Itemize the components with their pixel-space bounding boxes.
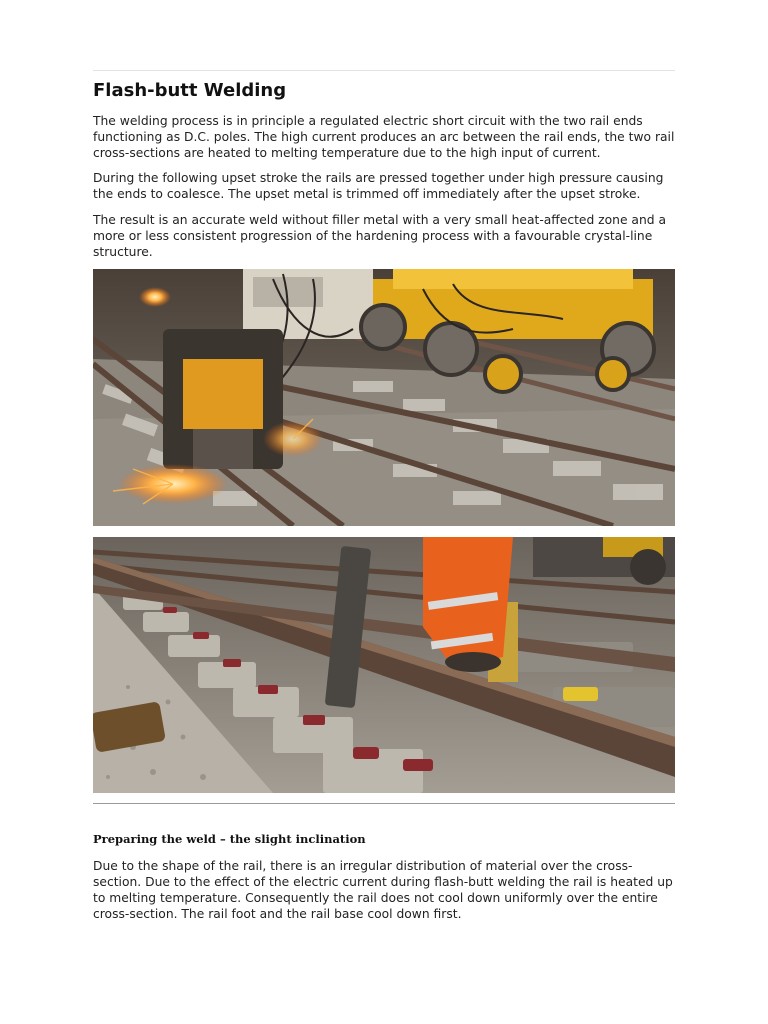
photo-rail-joint-worker (93, 537, 675, 793)
photo-welding-machine (93, 269, 675, 526)
section-divider (93, 803, 675, 804)
section-heading: Preparing the weld – the slight inclination (93, 832, 366, 846)
paragraph-welding-process: The welding process is in principle a regulated electric short circuit with the two rail ends functioning as D.C. poles. The high current produces an arc between the rail ends, the two rail cross-sections are heated to melting temperature due to the high input of current. (93, 114, 675, 160)
paragraph-rail-cooling: Due to the shape of the rail, there is an irregular distribution of material over the cross-section. Due to the effect of the electric current during flash-butt welding the rail is heated up to melting temperature. Consequently the rail does not cool down uniformly over the entire cross-section. The rail foot and the rail base cool down first. (93, 859, 673, 921)
top-divider (93, 70, 675, 71)
paragraph-upset-stroke: During the following upset stroke the rails are pressed together under high pressure causing the ends to coalesce. The upset metal is trimmed off immediately after the upset stroke. (93, 171, 664, 201)
paragraph-result: The result is an accurate weld without filler metal with a very small heat-affected zone and a more or less consistent progression of the hardening process with a favourable crystal-line structure. (93, 213, 667, 259)
page-title: Flash-butt Welding (93, 80, 287, 101)
